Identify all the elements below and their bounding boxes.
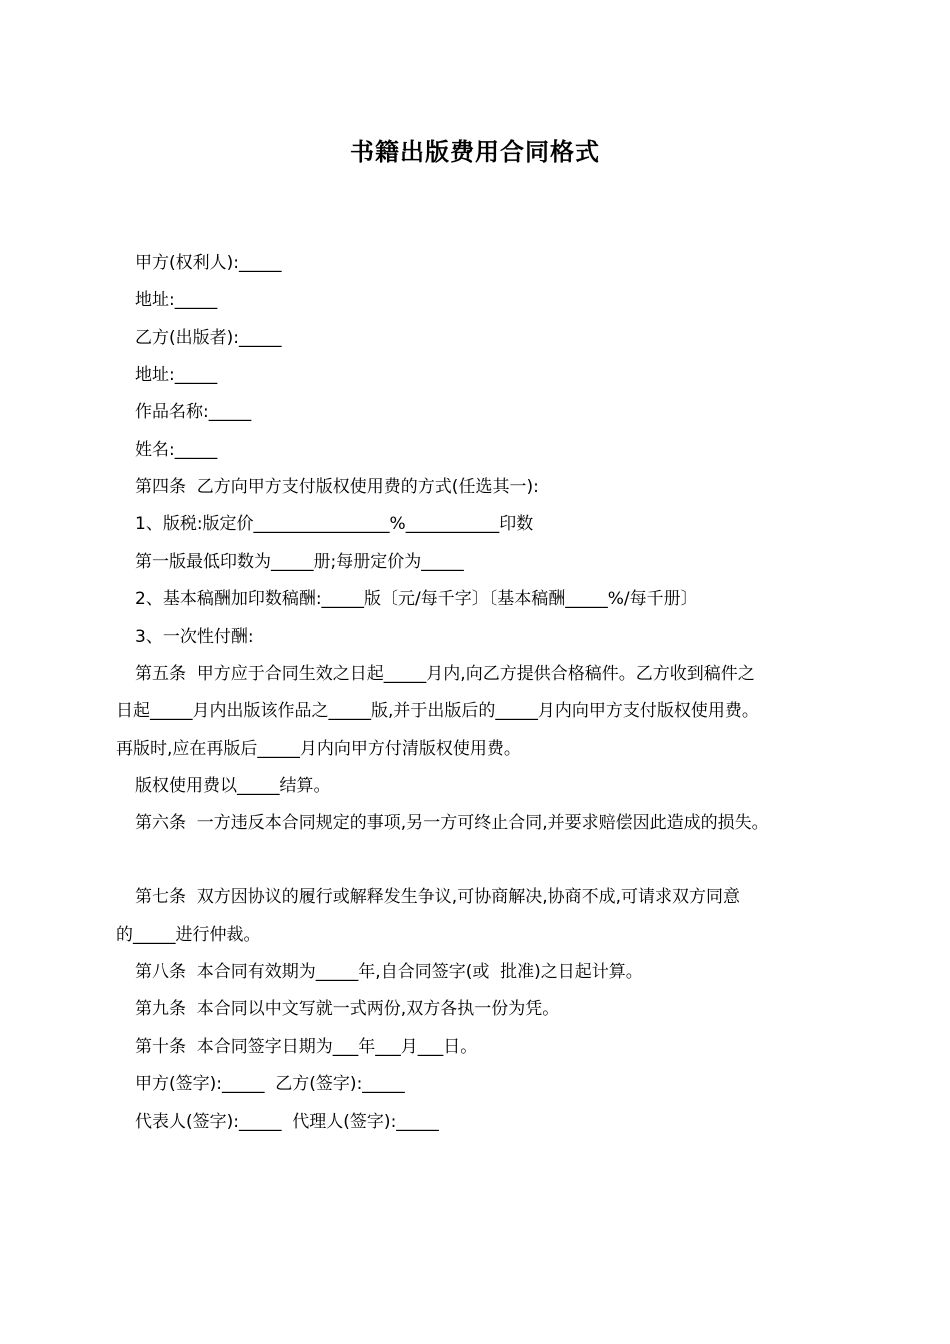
article-9-line: 第九条 本合同以中文写就一式两份,双方各执一份为凭。 (135, 999, 560, 1019)
article-5-line-3: 再版时,应在再版后_____月内向甲方付清版权使用费。 (116, 739, 521, 759)
name-line: 姓名:_____ (135, 440, 218, 460)
party-a-line: 甲方(权利人):_____ (135, 253, 282, 273)
article-6-line: 第六条 一方违反本合同规定的事项,另一方可终止合同,并要求赔偿因此造成的损失。 (135, 813, 769, 833)
article-8-line: 第八条 本合同有效期为_____年,自合同签字(或 批准)之日起计算。 (135, 962, 643, 982)
party-a-address-line: 地址:_____ (135, 290, 218, 310)
party-b-line: 乙方(出版者):_____ (135, 328, 282, 348)
signature-line-representatives: 代表人(签字):_____ 代理人(签字):_____ (135, 1112, 439, 1132)
article-5-line-2: 日起_____月内出版该作品之_____版,并于出版后的_____月内向甲方支付版权使用费。 (116, 701, 759, 721)
settlement-line: 版权使用费以_____结算。 (135, 776, 331, 796)
work-title-line: 作品名称:_____ (135, 402, 252, 422)
first-edition-line: 第一版最低印数为_____册;每册定价为_____ (135, 552, 464, 572)
article-10-line: 第十条 本合同签字日期为___年___月___日。 (135, 1037, 478, 1057)
article-7-line-2: 的_____进行仲裁。 (116, 925, 261, 945)
party-b-address-line: 地址:_____ (135, 365, 218, 385)
article-4-line: 第四条 乙方向甲方支付版权使用费的方式(任选其一): (135, 477, 539, 497)
article-5-line-1: 第五条 甲方应于合同生效之日起_____月内,向乙方提供合格稿件。乙方收到稿件之 (135, 664, 755, 684)
signature-line-parties: 甲方(签字):_____ 乙方(签字):_____ (135, 1074, 405, 1094)
document-title: 书籍出版费用合同格式 (350, 138, 600, 166)
royalty-option-3-line: 3、一次性付酬: (135, 627, 254, 647)
article-7-line-1: 第七条 双方因协议的履行或解释发生争议,可协商解决,协商不成,可请求双方同意 (135, 887, 741, 907)
royalty-option-1-line: 1、版税:版定价________________%___________印数 (135, 514, 534, 534)
royalty-option-2-line: 2、基本稿酬加印数稿酬:_____版〔元/每千字〕〔基本稿酬_____%/每千册〕 (135, 589, 698, 609)
